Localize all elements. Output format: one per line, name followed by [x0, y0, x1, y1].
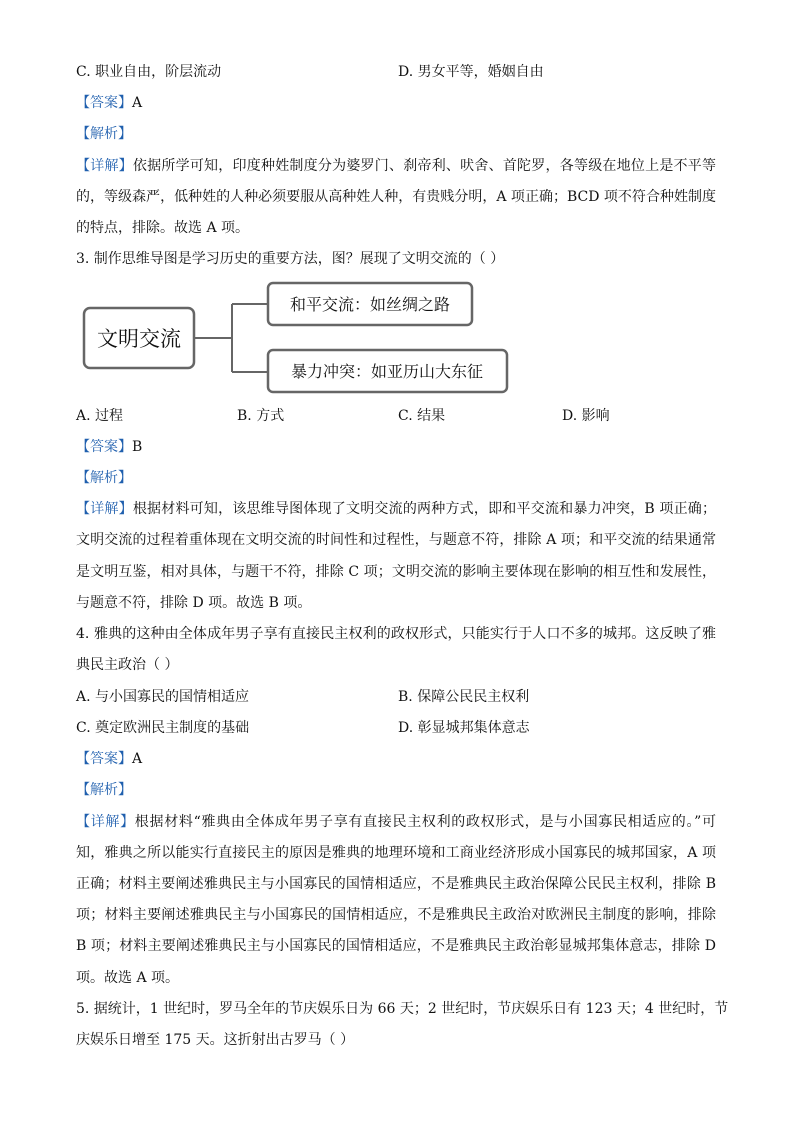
- q4-detail-line-1: 【详解】根据材料“雅典由全体成年男子享有直接民主权利的政权形式，是与小国寡民相适应的。”可: [76, 814, 717, 830]
- q4-detail-line-2: 知，雅典之所以能实行直接民主的原因是雅典的地理环境和工商业经济形成小国寡民的城邦国家，A 项: [76, 845, 716, 861]
- q4-option-a: A. 与小国寡民的国情相适应: [76, 689, 250, 705]
- q3-detail-line-2: 文明交流的过程着重体现在文明交流的时间性和过程性，与题意不符，排除 A 项；和平交流的结果通常: [76, 532, 716, 548]
- answer-value: A: [132, 95, 143, 111]
- q4-detail-line-6: 项。故选 A 项。: [76, 970, 180, 986]
- q4-detail-line-5: B 项；材料主要阐述雅典民主与小国寡民的国情相适应，不是雅典民主政治彰显城邦集体意志，排除 D: [76, 938, 716, 954]
- q4-option-b: B. 保障公民民主权利: [398, 689, 530, 705]
- q4-stem-line-1: 4. 雅典的这种由全体成年男子享有直接民主权利的政权形式，只能实行于人口不多的城邦。这反映了雅: [76, 626, 716, 642]
- q3-detail-line-3: 是文明互鉴，相对具体，与题干不符，排除 C 项；文明交流的影响主要体现在影响的相互性和发展性，: [76, 564, 716, 580]
- q4-option-c: C. 奠定欧洲民主制度的基础: [76, 720, 250, 736]
- q2-detail-line-1: 【详解】依据所学可知，印度种姓制度分为婆罗门、刹帝利、吠舍、首陀罗，各等级在地位上是不平等: [76, 158, 717, 174]
- q3-option-b: B. 方式: [237, 408, 285, 424]
- q4-detail-line-3: 正确；材料主要阐述雅典民主与小国寡民的国情相适应，不是雅典民主政治保障公民民主权利，排除 B: [76, 876, 716, 892]
- mind-map-root-label: 文明交流: [97, 327, 181, 351]
- detail-tag: 【详解】: [76, 158, 133, 174]
- detail-tag: 【详解】: [76, 501, 133, 517]
- q2-analysis-label: 【解析】: [76, 126, 132, 142]
- q2-detail-line-3: 的特点，排除。故选 A 项。: [76, 220, 250, 236]
- q5-stem-line-1: 5. 据统计，1 世纪时，罗马全年的节庆娱乐日为 66 天；2 世纪时，节庆娱乐日有 123 天；4 世纪时，节: [76, 1001, 729, 1017]
- q2-option-d: D. 男女平等，婚姻自由: [398, 64, 544, 80]
- q3-option-d: D. 影响: [562, 408, 610, 424]
- q4-analysis-label: 【解析】: [76, 782, 132, 798]
- mind-map-connector: [194, 304, 268, 372]
- q3-option-a: A. 过程: [76, 408, 124, 424]
- q4-stem-line-2: 典民主政治（ ）: [76, 657, 179, 673]
- mind-map-branch-1-label: 和平交流：如丝绸之路: [289, 295, 451, 314]
- q2-option-c: C. 职业自由，阶层流动: [76, 64, 222, 80]
- mind-map-diagram: [0, 0, 794, 420]
- q3-option-c: C. 结果: [398, 408, 446, 424]
- q3-detail-line-4: 与题意不符，排除 D 项。故选 B 项。: [76, 595, 312, 611]
- q3-answer: [76, 436, 716, 458]
- answer-value: A: [132, 751, 143, 767]
- answer-value: B: [132, 439, 143, 455]
- q2-detail-line-2: 的，等级森严，低种姓的人种必须要服从高种姓人种，有贵贱分明，A 项正确；BCD 项不符合种姓制度: [76, 189, 716, 205]
- answer-tag: 【答案】: [76, 95, 132, 111]
- answer-tag: 【答案】: [76, 439, 132, 455]
- q3-analysis-label: 【解析】: [76, 470, 132, 486]
- q4-detail-line-4: 项；材料主要阐述雅典民主与小国寡民的国情相适应，不是雅典民主政治对欧洲民主制度的影响，排除: [76, 907, 716, 923]
- answer-tag: 【答案】: [76, 751, 132, 767]
- q3-detail-line-1: 【详解】根据材料可知，该思维导图体现了文明交流的两种方式，即和平交流和暴力冲突，B 项正确；: [76, 501, 716, 517]
- mind-map-branch-2-label: 暴力冲突：如亚历山大东征: [290, 362, 484, 381]
- q4-option-d: D. 彰显城邦集体意志: [398, 720, 530, 736]
- q4-answer: [76, 748, 716, 770]
- q3-stem: 3. 制作思维导图是学习历史的重要方法，图？展现了文明交流的（ ）: [76, 251, 505, 267]
- q5-stem-line-2: 庆娱乐日增至 175 天。这折射出古罗马（ ）: [76, 1032, 355, 1048]
- detail-tag: 【详解】: [76, 814, 135, 830]
